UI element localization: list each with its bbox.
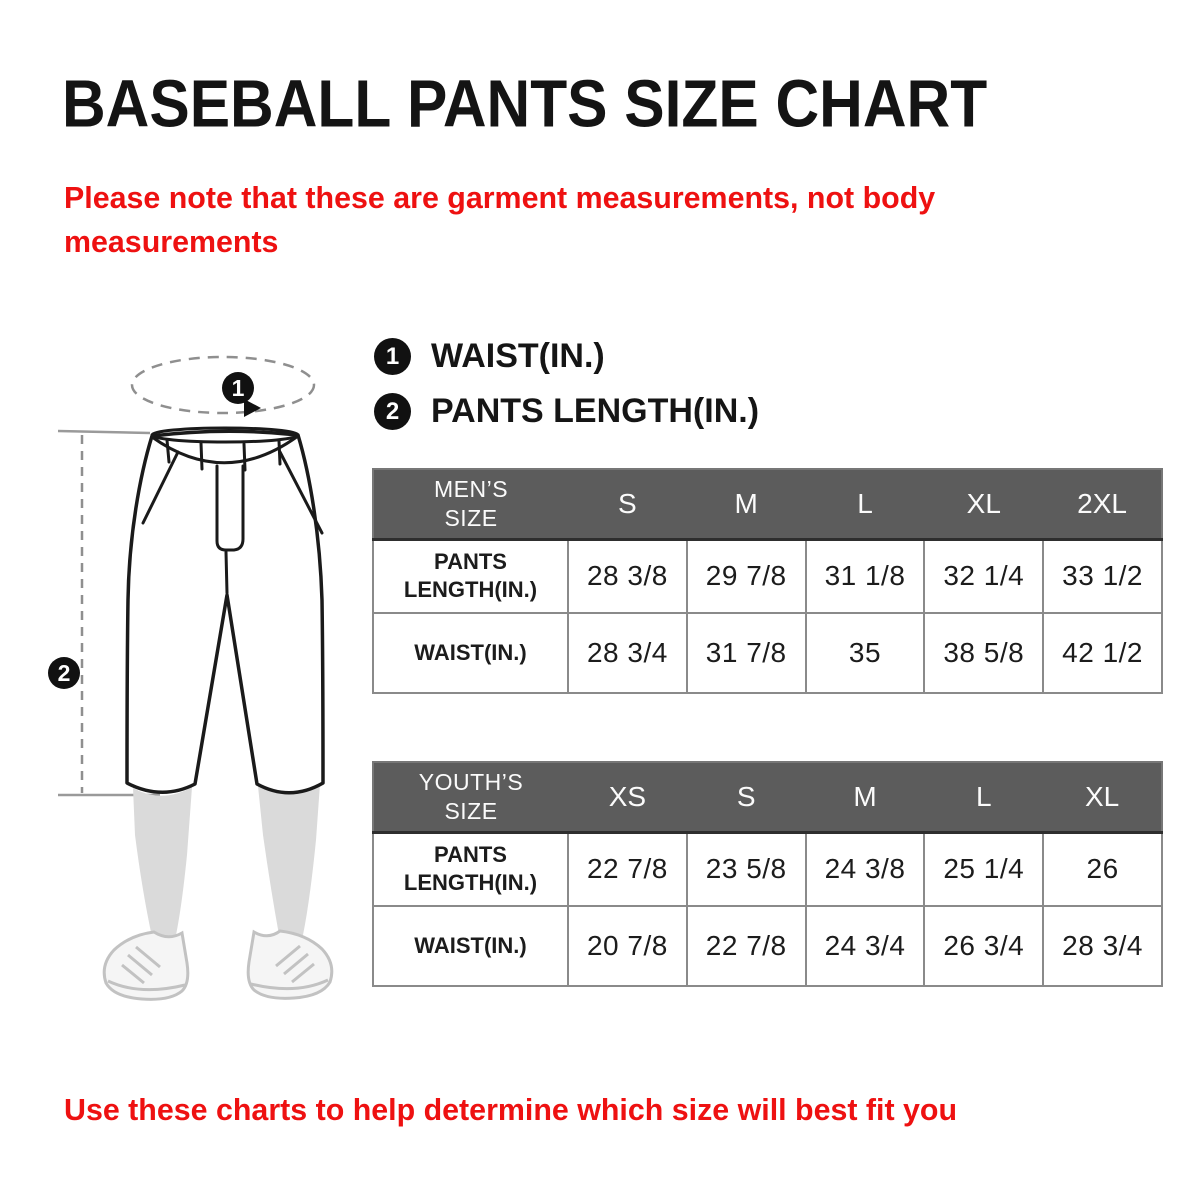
value-cell: 38 5/8	[924, 613, 1043, 693]
youth-col-xs: XS	[568, 762, 687, 832]
crotch-seam	[226, 552, 227, 593]
youth-size-corner-header: YOUTH’S SIZE	[373, 762, 568, 832]
youth-pants-length-row	[373, 832, 1162, 906]
youth-col-s: S	[687, 762, 806, 832]
youth-waist-row	[373, 906, 1162, 986]
youth-header-row	[373, 762, 1162, 832]
legend-item-waist	[374, 337, 759, 376]
right-sneaker	[248, 931, 332, 998]
value-cell: 32 1/4	[924, 539, 1043, 613]
value-cell: 33 1/2	[1043, 539, 1162, 613]
value-cell: 29 7/8	[687, 539, 806, 613]
value-cell: 31 7/8	[687, 613, 806, 693]
length-legend-label: PANTS LENGTH(IN.)	[431, 392, 760, 430]
pants-outline	[127, 431, 323, 793]
mens-col-m: M	[687, 469, 806, 539]
value-cell: 28 3/4	[568, 613, 687, 693]
left-sock	[133, 787, 192, 937]
waist-direction-arrow-icon	[244, 399, 261, 417]
value-cell: 31 1/8	[806, 539, 925, 613]
value-cell: 22 7/8	[568, 832, 687, 906]
value-cell: 28 3/4	[1043, 906, 1162, 986]
row-label: PANTS LENGTH(IN.)	[373, 539, 568, 613]
mens-col-xl: XL	[924, 469, 1043, 539]
svg-text:2: 2	[57, 660, 71, 686]
mens-pants-length-row	[373, 539, 1162, 613]
value-cell: 35	[806, 613, 925, 693]
value-cell: 24 3/8	[806, 832, 925, 906]
garment-measurement-note: Please note that these are garment measurements, not body measurements	[64, 180, 936, 259]
length-marker-badge	[48, 657, 80, 689]
value-cell: 24 3/4	[806, 906, 925, 986]
mens-col-s: S	[568, 469, 687, 539]
value-cell: 20 7/8	[568, 906, 687, 986]
youth-size-table	[372, 761, 1163, 987]
svg-text:1: 1	[231, 375, 245, 401]
mens-header-row	[373, 469, 1162, 539]
mens-waist-row	[373, 613, 1162, 693]
value-cell: 28 3/8	[568, 539, 687, 613]
youth-col-xl: XL	[1043, 762, 1162, 832]
value-cell: 22 7/8	[687, 906, 806, 986]
mens-size-table	[372, 468, 1163, 694]
legend-item-pants-length	[374, 392, 759, 431]
value-cell: 23 5/8	[687, 832, 806, 906]
youth-col-m: M	[806, 762, 925, 832]
length-number-badge-icon: 2	[374, 393, 411, 430]
row-label: WAIST(IN.)	[373, 613, 568, 693]
left-sneaker	[104, 932, 188, 999]
pants-diagram	[30, 335, 380, 1025]
row-label: WAIST(IN.)	[373, 906, 568, 986]
value-cell: 26	[1043, 832, 1162, 906]
mens-col-l: L	[806, 469, 925, 539]
waist-marker-badge	[222, 372, 254, 404]
page-title: BASEBALL PANTS SIZE CHART	[62, 67, 988, 142]
mens-size-corner-header: MEN’S SIZE	[373, 469, 568, 539]
value-cell: 25 1/4	[924, 832, 1043, 906]
length-top-tick	[58, 431, 150, 433]
value-cell: 26 3/4	[924, 906, 1043, 986]
fit-advice-note: Use these charts to help determine which size will best fit you	[64, 1092, 958, 1127]
row-label: PANTS LENGTH(IN.)	[373, 832, 568, 906]
right-sock	[258, 784, 320, 935]
waist-number-badge-icon: 1	[374, 338, 411, 375]
waist-legend-label: WAIST(IN.)	[431, 337, 605, 375]
youth-col-l: L	[924, 762, 1043, 832]
mens-col-2xl: 2XL	[1043, 469, 1162, 539]
value-cell: 42 1/2	[1043, 613, 1162, 693]
measurement-legend	[374, 337, 759, 431]
